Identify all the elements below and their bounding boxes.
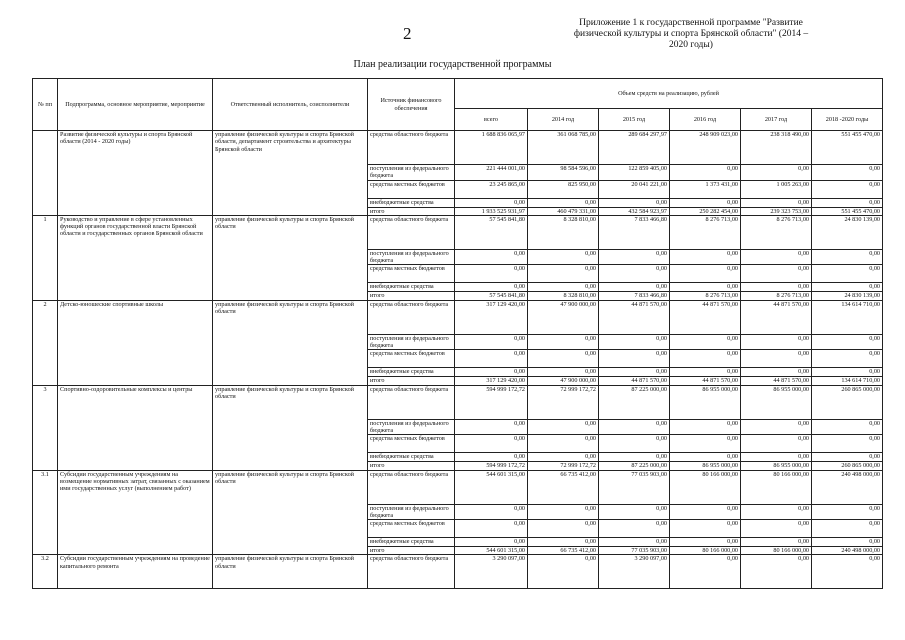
amount-cell: 0,00 bbox=[670, 520, 741, 538]
program-name: Субсидии государственным учреждениям на возмещение нормативных затрат, связанных с оказанием ими государственных услуг (выполнением работ) bbox=[58, 470, 213, 555]
executor: управление физической культуры и спорта Брянской области, департамент строительства и архитектуры Брянской области bbox=[213, 131, 368, 216]
implementation-plan-table bbox=[32, 78, 883, 589]
amount-cell: 3 290 097,00 bbox=[455, 555, 528, 589]
header-year: 2015 год bbox=[599, 109, 670, 131]
amount-cell: 0,00 bbox=[670, 453, 741, 462]
amount-cell: 7 833 466,80 bbox=[599, 215, 670, 249]
amount-cell: 0,00 bbox=[741, 520, 812, 538]
amount-cell: 0,00 bbox=[528, 249, 599, 265]
funding-source: средства местных бюджетов bbox=[368, 435, 455, 453]
amount-cell: 0,00 bbox=[599, 453, 670, 462]
executor: управление физической культуры и спорта Брянской области bbox=[213, 555, 368, 589]
amount-cell: 317 129 420,00 bbox=[455, 377, 528, 385]
amount-cell: 0,00 bbox=[741, 538, 812, 547]
amount-cell: 80 166 000,00 bbox=[741, 547, 812, 555]
amount-cell: 86 955 000,00 bbox=[670, 385, 741, 419]
amount-cell: 44 871 570,00 bbox=[599, 377, 670, 385]
funding-source: итого bbox=[368, 377, 455, 385]
amount-cell: 3 290 097,00 bbox=[599, 555, 670, 589]
amount-cell: 0,00 bbox=[812, 283, 883, 292]
amount-cell: 0,00 bbox=[741, 419, 812, 435]
amount-cell: 594 999 172,72 bbox=[455, 385, 528, 419]
amount-cell: 0,00 bbox=[812, 504, 883, 520]
amount-cell: 86 955 000,00 bbox=[670, 462, 741, 470]
amount-cell: 0,00 bbox=[812, 435, 883, 453]
amount-cell: 0,00 bbox=[812, 368, 883, 377]
amount-cell: 0,00 bbox=[812, 180, 883, 198]
appendix-note: Приложение 1 к государственной программе "Развитие физической культуры и спорта Брянской области" (2014 – 2020 годы) bbox=[573, 18, 809, 50]
amount-cell: 0,00 bbox=[455, 520, 528, 538]
amount-cell: 1 933 525 931,97 bbox=[455, 207, 528, 215]
row-number: 3 bbox=[33, 385, 58, 470]
funding-source: средства областного бюджета bbox=[368, 300, 455, 334]
amount-cell: 86 955 000,00 bbox=[741, 462, 812, 470]
amount-cell: 72 999 172,72 bbox=[528, 385, 599, 419]
amount-cell: 8 328 810,00 bbox=[528, 292, 599, 300]
amount-cell: 0,00 bbox=[741, 249, 812, 265]
amount-cell: 0,00 bbox=[741, 198, 812, 207]
amount-cell: 0,00 bbox=[741, 265, 812, 283]
amount-cell: 0,00 bbox=[741, 435, 812, 453]
executor: управление физической культуры и спорта Брянской области bbox=[213, 215, 368, 300]
header-program: Подпрограмма, основное мероприятие, мероприятие bbox=[58, 79, 213, 131]
funding-source: поступления из федерального бюджета bbox=[368, 504, 455, 520]
funding-source: внебюджетные средства bbox=[368, 453, 455, 462]
header-year: 2014 год bbox=[528, 109, 599, 131]
amount-cell: 47 900 000,00 bbox=[528, 377, 599, 385]
amount-cell: 460 479 331,00 bbox=[528, 207, 599, 215]
amount-cell: 0,00 bbox=[812, 520, 883, 538]
amount-cell: 594 999 172,72 bbox=[455, 462, 528, 470]
amount-cell: 238 318 490,00 bbox=[741, 131, 812, 165]
table-row bbox=[33, 131, 883, 165]
amount-cell: 240 498 000,00 bbox=[812, 547, 883, 555]
funding-source: средства местных бюджетов bbox=[368, 265, 455, 283]
funding-source: итого bbox=[368, 207, 455, 215]
amount-cell: 0,00 bbox=[528, 555, 599, 589]
amount-cell: 551 455 470,00 bbox=[812, 207, 883, 215]
amount-cell: 0,00 bbox=[528, 265, 599, 283]
amount-cell: 8 328 810,00 bbox=[528, 215, 599, 249]
amount-cell: 0,00 bbox=[455, 334, 528, 350]
amount-cell: 0,00 bbox=[455, 350, 528, 368]
amount-cell: 0,00 bbox=[528, 520, 599, 538]
amount-cell: 0,00 bbox=[670, 350, 741, 368]
amount-cell: 23 245 865,00 bbox=[455, 180, 528, 198]
page-number: 2 bbox=[403, 24, 412, 43]
row-number bbox=[33, 131, 58, 216]
program-name: Развитие физической культуры и спорта Брянской области (2014 - 2020 годы) bbox=[58, 131, 213, 216]
program-name: Детско-юношеские спортивные школы bbox=[58, 300, 213, 385]
amount-cell: 0,00 bbox=[670, 283, 741, 292]
amount-cell: 0,00 bbox=[528, 334, 599, 350]
amount-cell: 66 735 412,00 bbox=[528, 470, 599, 504]
amount-cell: 0,00 bbox=[741, 165, 812, 181]
amount-cell: 221 444 001,00 bbox=[455, 165, 528, 181]
funding-source: средства областного бюджета bbox=[368, 131, 455, 165]
header-volume: Объем средств на реализацию, рублей bbox=[455, 79, 883, 109]
amount-cell: 0,00 bbox=[812, 265, 883, 283]
amount-cell: 361 068 785,00 bbox=[528, 131, 599, 165]
amount-cell: 0,00 bbox=[455, 435, 528, 453]
amount-cell: 544 601 315,00 bbox=[455, 547, 528, 555]
program-name: Руководство и управление в сфере установленных функций органов государственной власти Брянской области и государственных органов Брянской области bbox=[58, 215, 213, 300]
funding-source: поступления из федерального бюджета bbox=[368, 419, 455, 435]
amount-cell: 0,00 bbox=[599, 249, 670, 265]
executor: управление физической культуры и спорта Брянской области bbox=[213, 385, 368, 470]
amount-cell: 0,00 bbox=[528, 504, 599, 520]
funding-source: средства местных бюджетов bbox=[368, 350, 455, 368]
amount-cell: 0,00 bbox=[670, 165, 741, 181]
funding-source: средства областного бюджета bbox=[368, 555, 455, 589]
amount-cell: 0,00 bbox=[812, 249, 883, 265]
amount-cell: 0,00 bbox=[528, 419, 599, 435]
amount-cell: 0,00 bbox=[812, 538, 883, 547]
funding-source: внебюджетные средства bbox=[368, 283, 455, 292]
amount-cell: 86 955 000,00 bbox=[741, 385, 812, 419]
amount-cell: 44 871 570,00 bbox=[741, 300, 812, 334]
amount-cell: 0,00 bbox=[670, 265, 741, 283]
amount-cell: 77 035 903,00 bbox=[599, 547, 670, 555]
amount-cell: 0,00 bbox=[812, 419, 883, 435]
amount-cell: 0,00 bbox=[670, 435, 741, 453]
amount-cell: 825 950,00 bbox=[528, 180, 599, 198]
amount-cell: 8 276 713,00 bbox=[670, 292, 741, 300]
funding-source: внебюджетные средства bbox=[368, 368, 455, 377]
amount-cell: 0,00 bbox=[455, 249, 528, 265]
executor: управление физической культуры и спорта Брянской области bbox=[213, 470, 368, 555]
amount-cell: 248 909 023,00 bbox=[670, 131, 741, 165]
amount-cell: 77 035 903,00 bbox=[599, 470, 670, 504]
header-source: Источник финансового обеспечения bbox=[368, 79, 455, 131]
amount-cell: 0,00 bbox=[741, 504, 812, 520]
table-row bbox=[33, 470, 883, 504]
amount-cell: 0,00 bbox=[599, 504, 670, 520]
amount-cell: 0,00 bbox=[670, 368, 741, 377]
amount-cell: 0,00 bbox=[455, 504, 528, 520]
amount-cell: 0,00 bbox=[528, 435, 599, 453]
header-year: всего bbox=[455, 109, 528, 131]
amount-cell: 0,00 bbox=[455, 198, 528, 207]
amount-cell: 0,00 bbox=[670, 419, 741, 435]
amount-cell: 551 455 470,00 bbox=[812, 131, 883, 165]
amount-cell: 98 584 596,00 bbox=[528, 165, 599, 181]
amount-cell: 0,00 bbox=[670, 555, 741, 589]
table-row bbox=[33, 555, 883, 589]
amount-cell: 0,00 bbox=[670, 198, 741, 207]
program-name: Спортивно-оздоровительные комплексы и центры bbox=[58, 385, 213, 470]
amount-cell: 0,00 bbox=[599, 350, 670, 368]
amount-cell: 0,00 bbox=[455, 283, 528, 292]
amount-cell: 1 688 836 065,97 bbox=[455, 131, 528, 165]
amount-cell: 1 005 263,00 bbox=[741, 180, 812, 198]
amount-cell: 44 871 570,00 bbox=[599, 300, 670, 334]
amount-cell: 44 871 570,00 bbox=[741, 377, 812, 385]
amount-cell: 289 684 297,97 bbox=[599, 131, 670, 165]
amount-cell: 0,00 bbox=[599, 538, 670, 547]
amount-cell: 0,00 bbox=[455, 419, 528, 435]
funding-source: средства областного бюджета bbox=[368, 215, 455, 249]
funding-source: поступления из федерального бюджета bbox=[368, 334, 455, 350]
amount-cell: 0,00 bbox=[599, 198, 670, 207]
amount-cell: 0,00 bbox=[528, 538, 599, 547]
funding-source: средства местных бюджетов bbox=[368, 520, 455, 538]
amount-cell: 87 225 000,00 bbox=[599, 462, 670, 470]
amount-cell: 0,00 bbox=[741, 334, 812, 350]
amount-cell: 317 129 420,00 bbox=[455, 300, 528, 334]
amount-cell: 0,00 bbox=[599, 334, 670, 350]
funding-source: поступления из федерального бюджета bbox=[368, 249, 455, 265]
amount-cell: 260 865 000,00 bbox=[812, 385, 883, 419]
table-row bbox=[33, 300, 883, 334]
amount-cell: 0,00 bbox=[812, 453, 883, 462]
amount-cell: 72 999 172,72 bbox=[528, 462, 599, 470]
amount-cell: 260 865 000,00 bbox=[812, 462, 883, 470]
amount-cell: 0,00 bbox=[599, 265, 670, 283]
amount-cell: 0,00 bbox=[528, 368, 599, 377]
funding-source: поступления из федерального бюджета bbox=[368, 165, 455, 181]
amount-cell: 122 859 405,00 bbox=[599, 165, 670, 181]
amount-cell: 134 614 710,00 bbox=[812, 300, 883, 334]
header-year: 2018 -2020 годы bbox=[812, 109, 883, 131]
amount-cell: 0,00 bbox=[455, 453, 528, 462]
funding-source: средства областного бюджета bbox=[368, 470, 455, 504]
table-row bbox=[33, 215, 883, 249]
header-num: № пп bbox=[33, 79, 58, 131]
amount-cell: 134 614 710,00 bbox=[812, 377, 883, 385]
amount-cell: 8 276 713,00 bbox=[670, 215, 741, 249]
row-number: 3.2 bbox=[33, 555, 58, 589]
amount-cell: 0,00 bbox=[455, 368, 528, 377]
amount-cell: 0,00 bbox=[670, 334, 741, 350]
amount-cell: 20 041 221,00 bbox=[599, 180, 670, 198]
row-number: 3.1 bbox=[33, 470, 58, 555]
amount-cell: 544 601 315,00 bbox=[455, 470, 528, 504]
amount-cell: 0,00 bbox=[812, 334, 883, 350]
funding-source: итого bbox=[368, 462, 455, 470]
amount-cell: 0,00 bbox=[528, 453, 599, 462]
header-year: 2017 год bbox=[741, 109, 812, 131]
amount-cell: 8 276 713,00 bbox=[741, 292, 812, 300]
amount-cell: 0,00 bbox=[670, 504, 741, 520]
amount-cell: 0,00 bbox=[599, 283, 670, 292]
row-number: 2 bbox=[33, 300, 58, 385]
amount-cell: 0,00 bbox=[812, 198, 883, 207]
funding-source: итого bbox=[368, 292, 455, 300]
amount-cell: 66 735 412,00 bbox=[528, 547, 599, 555]
amount-cell: 0,00 bbox=[741, 555, 812, 589]
executor: управление физической культуры и спорта Брянской области bbox=[213, 300, 368, 385]
amount-cell: 57 545 841,80 bbox=[455, 292, 528, 300]
table-row bbox=[33, 385, 883, 419]
amount-cell: 250 282 454,00 bbox=[670, 207, 741, 215]
funding-source: внебюджетные средства bbox=[368, 538, 455, 547]
amount-cell: 0,00 bbox=[599, 520, 670, 538]
amount-cell: 240 498 000,00 bbox=[812, 470, 883, 504]
row-number: 1 bbox=[33, 215, 58, 300]
amount-cell: 0,00 bbox=[741, 283, 812, 292]
amount-cell: 80 166 000,00 bbox=[670, 470, 741, 504]
amount-cell: 24 830 139,00 bbox=[812, 215, 883, 249]
funding-source: внебюджетные средства bbox=[368, 198, 455, 207]
amount-cell: 8 276 713,00 bbox=[741, 215, 812, 249]
amount-cell: 432 584 923,97 bbox=[599, 207, 670, 215]
amount-cell: 0,00 bbox=[741, 350, 812, 368]
amount-cell: 44 871 570,00 bbox=[670, 377, 741, 385]
amount-cell: 0,00 bbox=[741, 368, 812, 377]
amount-cell: 47 900 000,00 bbox=[528, 300, 599, 334]
document-title: План реализации государственной программы bbox=[353, 59, 552, 70]
funding-source: итого bbox=[368, 547, 455, 555]
amount-cell: 0,00 bbox=[528, 283, 599, 292]
amount-cell: 0,00 bbox=[741, 453, 812, 462]
amount-cell: 80 166 000,00 bbox=[670, 547, 741, 555]
amount-cell: 87 225 000,00 bbox=[599, 385, 670, 419]
amount-cell: 44 871 570,00 bbox=[670, 300, 741, 334]
amount-cell: 0,00 bbox=[528, 350, 599, 368]
amount-cell: 80 166 000,00 bbox=[741, 470, 812, 504]
amount-cell: 57 545 841,80 bbox=[455, 215, 528, 249]
amount-cell: 0,00 bbox=[670, 249, 741, 265]
amount-cell: 24 830 139,00 bbox=[812, 292, 883, 300]
amount-cell: 0,00 bbox=[455, 538, 528, 547]
amount-cell: 0,00 bbox=[599, 435, 670, 453]
amount-cell: 0,00 bbox=[812, 165, 883, 181]
header-executor: Ответственный исполнитель, соисполнители bbox=[213, 79, 368, 131]
amount-cell: 0,00 bbox=[812, 555, 883, 589]
amount-cell: 0,00 bbox=[599, 419, 670, 435]
funding-source: средства местных бюджетов bbox=[368, 180, 455, 198]
amount-cell: 7 833 466,80 bbox=[599, 292, 670, 300]
amount-cell: 0,00 bbox=[599, 368, 670, 377]
amount-cell: 0,00 bbox=[528, 198, 599, 207]
amount-cell: 0,00 bbox=[670, 538, 741, 547]
amount-cell: 239 323 753,00 bbox=[741, 207, 812, 215]
amount-cell: 0,00 bbox=[455, 265, 528, 283]
program-name: Субсидии государственным учреждениям на проведение капитального ремонта bbox=[58, 555, 213, 589]
amount-cell: 1 373 431,00 bbox=[670, 180, 741, 198]
funding-source: средства областного бюджета bbox=[368, 385, 455, 419]
amount-cell: 0,00 bbox=[812, 350, 883, 368]
header-year: 2016 год bbox=[670, 109, 741, 131]
